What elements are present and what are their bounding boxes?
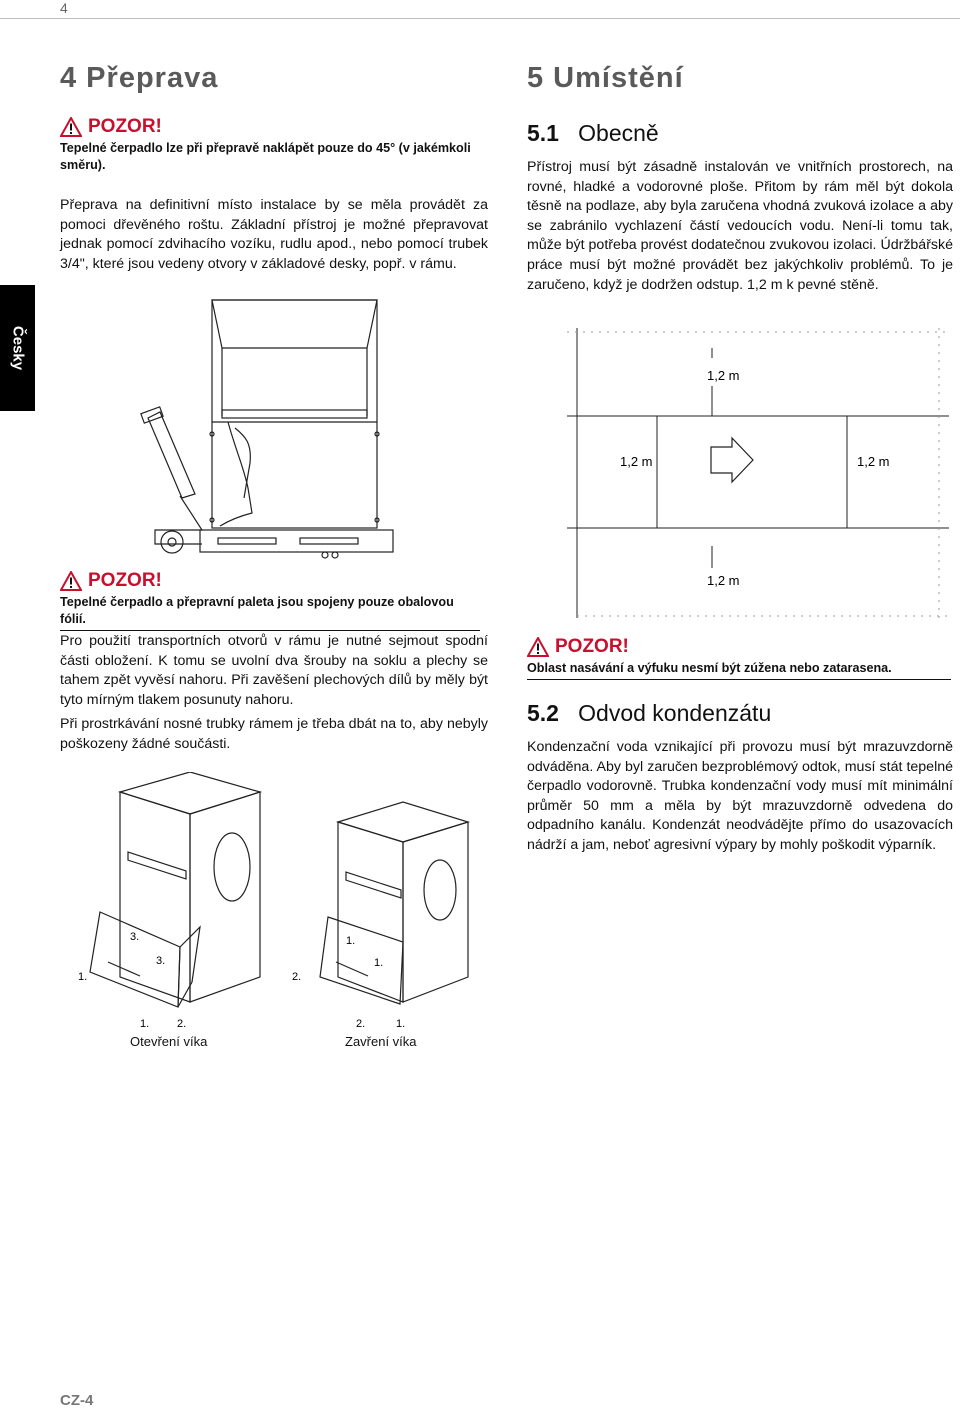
- close-cover-caption: Zavření víka: [345, 1034, 417, 1049]
- step-label: 2.: [356, 1018, 366, 1030]
- warning-title: POZOR!: [88, 116, 162, 137]
- condensate-paragraph: Kondenzační voda vznikající při provozu musí být mrazuvzdorně odváděna. Aby byl zaručen bezproblémový odtok, musí stát tepelné čerpadlo vodorovně. Trubka kondenzační vody musí mít minimální průměr 50 mm a měla by být mrazuvzdorně odvedena do odpadního kanálu. Kondenzát neodvádějte přímo do usazovacích nádrží a jam, neboť agresivní výpary by mohly poškodit výparník.: [527, 739, 953, 853]
- step-label: 2.: [292, 971, 302, 983]
- step-label: 1.: [374, 957, 384, 969]
- transport-paragraph: Přeprava na definitivní místo instalace by se měla provádět za pomoci dřevěného roštu. Základní přístroj je možné přepravovat jednak pomocí zdvihacího vozíku, rudlu apod., nebo pomocí trubek 3/4", které jsou vedeny otvory v základové desky, popř. v rámu.: [60, 197, 488, 272]
- language-tab-label: Česky: [9, 325, 26, 371]
- step-label: 1.: [396, 1018, 406, 1030]
- warning-triangle-icon: [60, 571, 82, 591]
- step-label: 3.: [156, 955, 166, 967]
- warning-box-airflow: [527, 636, 951, 680]
- page-number: 4: [60, 0, 68, 16]
- subsection-title: Odvod kondenzátu: [578, 700, 772, 726]
- subsection-5-2-heading: [527, 700, 771, 727]
- warning-text: Tepelné čerpadlo lze při přepravě naklápět pouze do 45° (v jakémkoli směru).: [60, 141, 471, 172]
- clearance-left-label: 1,2 m: [620, 454, 653, 469]
- language-tab: [0, 285, 35, 411]
- warning-triangle-icon: [60, 117, 82, 137]
- step-label: 3.: [130, 931, 140, 943]
- section-4-title: 4 Přeprava: [60, 62, 219, 94]
- warning-text: Tepelné čerpadlo a přepravní paleta jsou spojeny pouze obalovou fólií.: [60, 595, 454, 626]
- open-cover-caption: Otevření víka: [130, 1034, 208, 1049]
- warning-title: POZOR!: [88, 570, 162, 591]
- section-5-title: 5 Umístění: [527, 62, 684, 94]
- footer-page-label: CZ-4: [60, 1392, 94, 1409]
- step-label: 1.: [78, 971, 88, 983]
- warning-triangle-icon: [527, 637, 549, 657]
- step-label: 1.: [140, 1018, 150, 1030]
- close-cover-illustration: [278, 772, 488, 1032]
- clearance-top-label: 1,2 m: [707, 368, 740, 383]
- step-label: 1.: [346, 935, 356, 947]
- warning-underline: [60, 630, 480, 631]
- warning-underline: [527, 679, 951, 680]
- clearance-right-label: 1,2 m: [857, 454, 890, 469]
- subsection-number: 5.1: [527, 120, 559, 146]
- pipe-care-paragraph: Při prostrkávání nosné trubky rámem je třeba dbát na to, aby nebyly poškozeny žádné součásti.: [60, 716, 488, 752]
- clearance-bottom-label: 1,2 m: [707, 573, 740, 588]
- subsection-5-1-heading: [527, 120, 659, 147]
- hand-truck-illustration: [140, 298, 400, 560]
- step-label: 2.: [177, 1018, 187, 1030]
- warning-text: Oblast nasávání a výfuku nesmí být zúžena nebo zatarasena.: [527, 661, 892, 675]
- transport-holes-paragraph: Pro použití transportních otvorů v rámu je nutné sejmout spodní části obložení. K tomu se uvolní dva šrouby na soklu a plechy se tahem zpět vyvěsí nahoru. Při zavěšení plechových dílů by měly být tyto mírným tlakem posunuty nahoru.: [60, 633, 488, 708]
- placement-paragraph: Přístroj musí být zásadně instalován ve vnitřních prostorech, na rovné, hladké a vodorovné ploše. Přitom by rám měl být dokola těsně na podlaze, aby byla zaručena vhodná zvuková izolace a aby se zabránilo vychlazení částí vedoucích vodu. Není-li tomu tak, může být potřeba provést dodatečnou zvukovou izolaci. Údržbářské práce musí být možné provádět bez jakýchkoliv problémů. To je zaručeno, když je dodržen odstup. 1,2 m k pevné stěně.: [527, 159, 953, 293]
- warning-box-tilt: [60, 116, 488, 174]
- open-cover-illustration: [60, 772, 270, 1032]
- subsection-number: 5.2: [527, 700, 559, 726]
- warning-box-pallet: [60, 570, 480, 631]
- clearance-diagram: [567, 328, 949, 618]
- warning-title: POZOR!: [555, 636, 629, 657]
- subsection-title: Obecně: [578, 120, 659, 146]
- header-rule: [0, 18, 960, 19]
